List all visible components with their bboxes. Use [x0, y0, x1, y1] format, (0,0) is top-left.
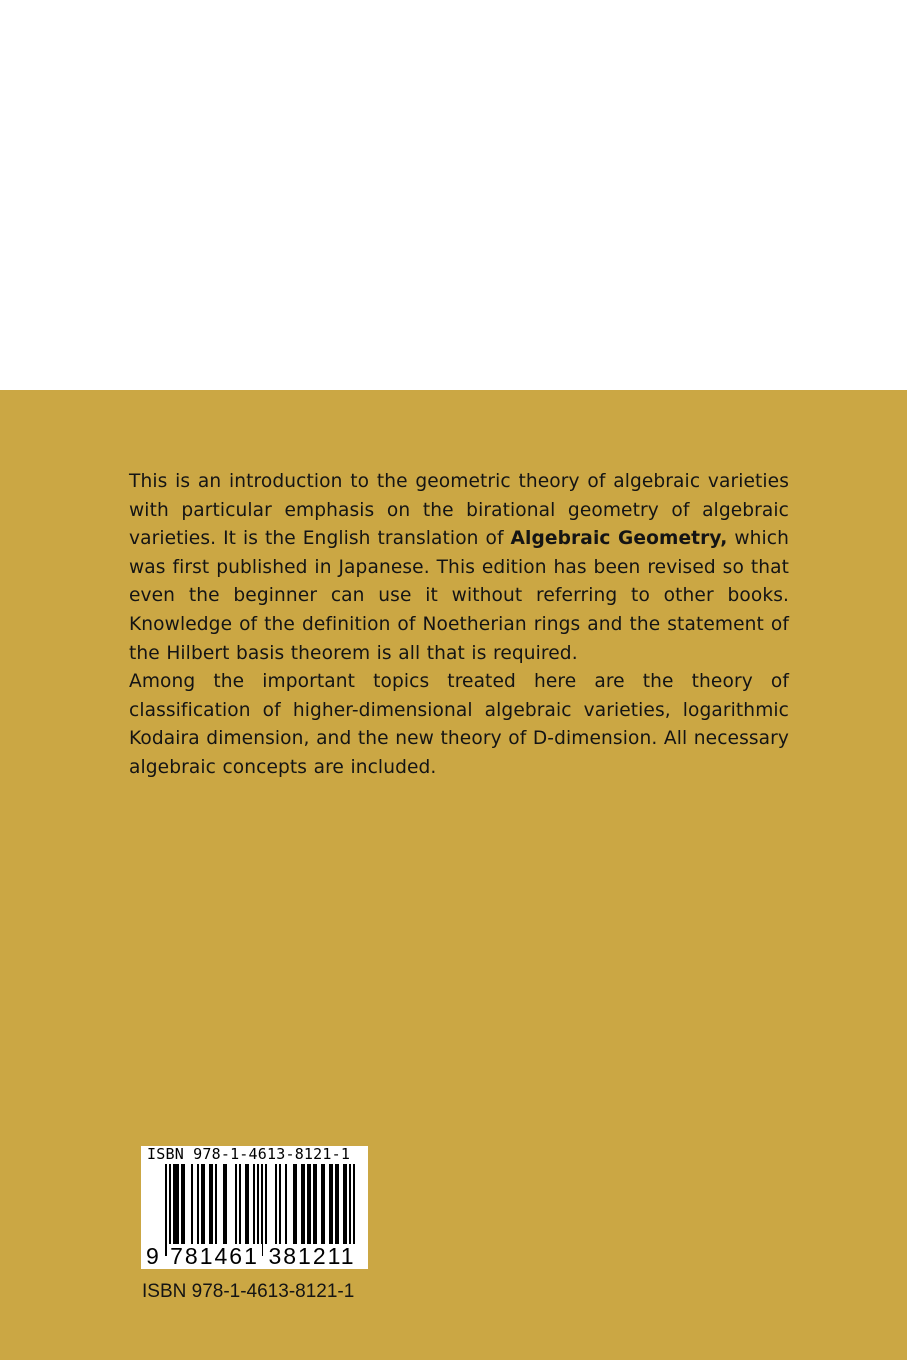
barcode-bar [245, 1164, 249, 1244]
barcode-digits [141, 1244, 368, 1268]
isbn-barcode [141, 1146, 368, 1269]
barcode-bar [265, 1164, 267, 1244]
barcode-bar [307, 1164, 311, 1244]
barcode-bar [215, 1164, 217, 1244]
barcode-right-digits: 381211 [266, 1244, 358, 1268]
book-title: Algebraic Geometry, [510, 528, 728, 550]
barcode-bar [343, 1164, 347, 1244]
barcode-bar [253, 1164, 255, 1244]
barcode-bar [279, 1164, 281, 1244]
barcode-bar [201, 1164, 205, 1244]
barcode-bar [223, 1164, 227, 1244]
barcode-bar [209, 1164, 213, 1244]
barcode-left-digits: 781461 [167, 1244, 262, 1268]
barcode-bar [181, 1164, 185, 1244]
isbn-text: ISBN 978-1-4613-8121-1 [142, 1281, 355, 1302]
barcode-bar [197, 1164, 199, 1244]
barcode-bar [313, 1164, 317, 1244]
blurb-paragraph-2: Among the important topics treated here are the theory of classification of higher-dimensional algebraic varieties, logarithmic Kodaira dimension, and the new theory of D-dimension. All necessary algebraic concepts are included. [129, 671, 789, 778]
barcode-first-digit: 9 [146, 1243, 159, 1269]
back-cover-blurb [129, 468, 789, 783]
barcode-bar [285, 1164, 287, 1244]
top-white-area [0, 0, 907, 390]
barcode-bar [239, 1164, 241, 1244]
barcode-bar [235, 1164, 237, 1244]
barcode-bar [321, 1164, 325, 1244]
blurb-intro-text: This is an introduction to the geometric theory of algebraic varieties with particular emphasis on the birational geometry of algebraic varieties. It is the English translation of [129, 471, 789, 550]
barcode-bar [293, 1164, 297, 1244]
barcode-isbn-label: ISBN 978-1-4613-8121-1 [147, 1145, 351, 1163]
barcode-bar [301, 1164, 305, 1244]
barcode-guard-bar [261, 1164, 263, 1256]
barcode-bar [191, 1164, 193, 1244]
barcode-bar [173, 1164, 179, 1244]
barcode-bar [335, 1164, 339, 1244]
barcode-guard-bar [165, 1164, 167, 1256]
blurb-paragraph-1 [129, 468, 789, 668]
blurb-continuation-text: which was first published in Japanese. This edition has been revised so that even the beginner can use it without referring to other books. Knowledge of the definition of Noetherian rings and the statement of the Hilbert basis theorem is all that is required. [129, 528, 789, 664]
barcode-bar [275, 1164, 277, 1244]
barcode-bar [329, 1164, 333, 1244]
